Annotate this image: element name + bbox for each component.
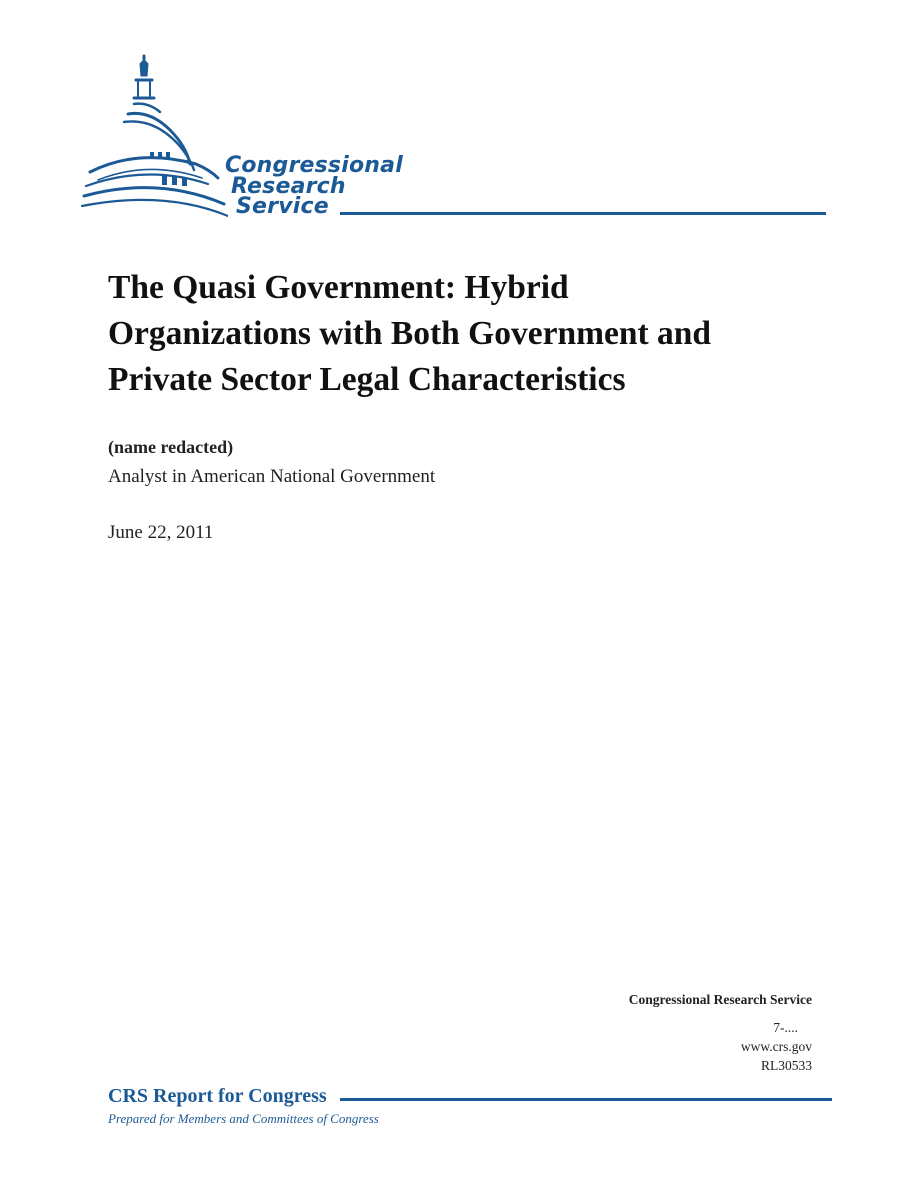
logo-line-service: Service — [236, 194, 329, 219]
crs-org-name: Congressional Research Service — [628, 992, 812, 1007]
footer-divider-line — [340, 1098, 832, 1101]
report-title — [108, 265, 808, 403]
author-name: (name redacted) — [108, 437, 234, 457]
logo-line-congressional: Congressional — [225, 153, 403, 178]
report-date: June 22, 2011 — [108, 522, 214, 543]
report-title-line-2: Organizations with Both Government and — [108, 315, 712, 352]
crs-logo-wordmark — [225, 153, 403, 219]
author-role: Analyst in American National Government — [108, 466, 436, 487]
footer-subtitle: Prepared for Members and Committees of Congress — [108, 1111, 379, 1126]
crs-website: www.crs.gov — [740, 1039, 812, 1054]
report-id: RL30533 — [760, 1058, 812, 1073]
logo-divider-line — [340, 212, 826, 215]
capitol-dome-icon — [78, 52, 228, 222]
footer-title: CRS Report for Congress — [108, 1085, 331, 1108]
report-title-line-1: The Quasi Government: Hybrid — [108, 269, 569, 306]
crs-contact-number: 7-.... — [773, 1020, 798, 1035]
report-title-line-3: Private Sector Legal Characteristics — [108, 361, 626, 398]
crs-logo — [78, 52, 838, 227]
logo-line-research: Research — [231, 173, 346, 199]
crs-info-block — [512, 990, 812, 1075]
